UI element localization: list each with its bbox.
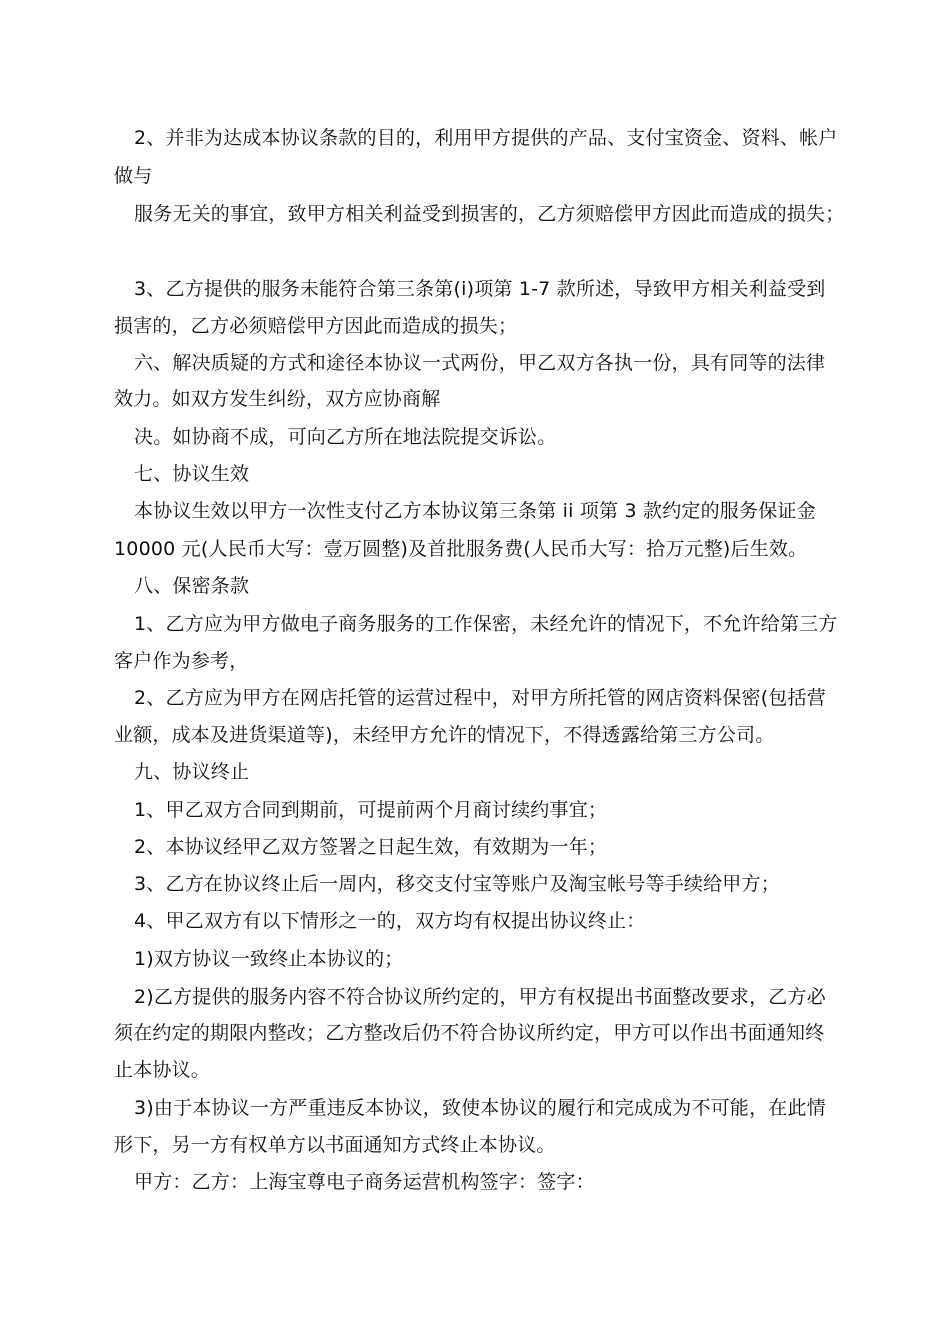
- text-line: 1、甲乙双方合同到期前，可提前两个月商讨续约事宜；: [134, 799, 608, 821]
- text-line: 2)乙方提供的服务内容不符合协议所约定的，甲方有权提出书面整改要求，乙方必: [134, 986, 826, 1008]
- text-line: 2、本协议经甲乙双方签署之日起生效，有效期为一年；: [134, 836, 608, 858]
- text-line: 3、乙方提供的服务未能符合第三条第(i)项第 1-7 款所述，导致甲方相关利益受到: [134, 278, 826, 300]
- text-line: 业额，成本及进货渠道等)，未经甲方允许的情况下，不得透露给第三方公司。: [114, 724, 775, 746]
- text-line: 损害的，乙方必须赔偿甲方因此而造成的损失；: [114, 315, 518, 337]
- text-line: 2、乙方应为甲方在网店托管的运营过程中，对甲方所托管的网店资料保密(包括营: [134, 687, 826, 709]
- text-line: 效力。如双方发生纠纷，双方应协商解: [114, 388, 441, 410]
- text-line: 客户作为参考，: [114, 650, 249, 672]
- text-line: 1)双方协议一致终止本协议的；: [134, 948, 404, 970]
- text-line: 2、并非为达成本协议条款的目的，利用甲方提供的产品、支付宝资金、资料、帐户: [134, 127, 838, 149]
- text-line: 服务无关的事宜，致甲方相关利益受到损害的，乙方须赔偿甲方因此而造成的损失；: [134, 203, 845, 225]
- signature-line: 甲方：乙方：上海宝尊电子商务运营机构签字：签字：: [134, 1171, 595, 1193]
- text-line: 决。如协商不成，可向乙方所在地法院提交诉讼。: [134, 426, 557, 448]
- text-line: 六、解决质疑的方式和途径本协议一式两份，甲乙双方各执一份，具有同等的法律: [134, 352, 826, 374]
- section-heading: 九、协议终止: [134, 761, 250, 783]
- text-line: 形下，另一方有权单方以书面通知方式终止本协议。: [114, 1134, 556, 1156]
- section-heading: 八、保密条款: [134, 575, 250, 597]
- text-line: 做与: [114, 165, 153, 187]
- text-line: 3)由于本协议一方严重违反本协议，致使本协议的履行和完成成为不可能，在此情: [134, 1097, 826, 1119]
- text-line: 3、乙方在协议终止后一周内，移交支付宝等账户及淘宝帐号等手续给甲方；: [134, 873, 780, 895]
- text-line: 1、乙方应为甲方做电子商务服务的工作保密，未经允许的情况下，不允许给第三方: [134, 613, 838, 635]
- text-line: 须在约定的期限内整改；乙方整改后仍不符合协议所约定，甲方可以作出书面通知终: [114, 1022, 825, 1044]
- text-line: 10000 元(人民币大写：壹万圆整)及首批服务费(人民币大写：拾万元整)后生效。: [114, 538, 808, 560]
- text-line: 本协议生效以甲方一次性支付乙方本协议第三条第 ii 项第 3 款约定的服务保证金: [134, 500, 816, 522]
- text-line: 止本协议。: [114, 1059, 211, 1081]
- section-heading: 七、协议生效: [134, 463, 250, 485]
- text-line: 4、甲乙双方有以下情形之一的，双方均有权提出协议终止：: [134, 910, 646, 932]
